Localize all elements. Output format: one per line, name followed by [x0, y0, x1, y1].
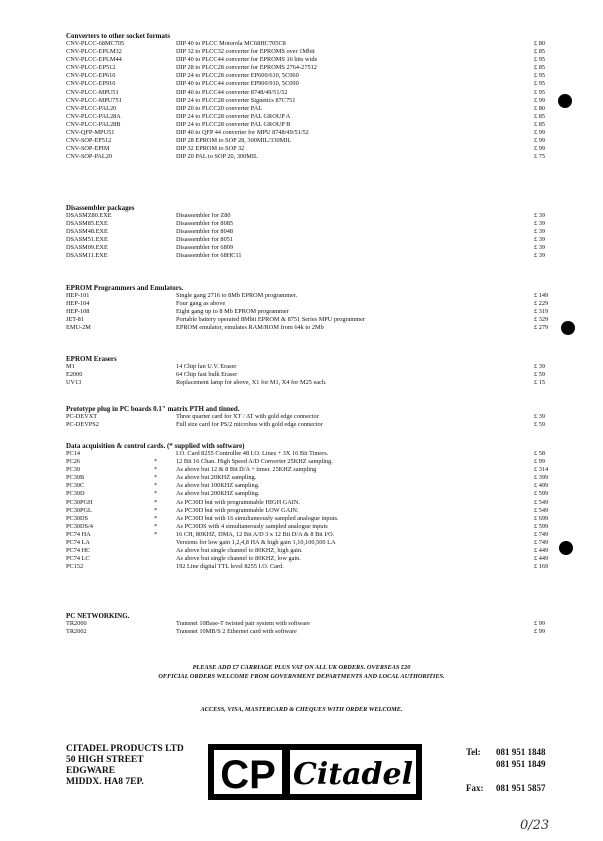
table-row [66, 324, 586, 332]
product-code: PC26 [66, 458, 80, 466]
table-row [66, 539, 586, 547]
product-code: PC-DEVXT [66, 413, 98, 420]
table-row [66, 499, 586, 507]
product-price: £ 85 [534, 48, 546, 56]
product-code: CNV-PLCC-PAL28B [66, 120, 121, 128]
table-row [66, 413, 586, 421]
table-row [66, 507, 586, 515]
software-marker: * [154, 458, 158, 466]
product-price: £ 59 [534, 371, 546, 379]
table-row [66, 620, 586, 628]
product-price: £ 229 [534, 300, 549, 308]
product-code: PC30PGL [66, 506, 92, 514]
punch-hole-mark [559, 541, 573, 555]
section-prototype-boards [66, 405, 586, 429]
product-code: TR2002 [66, 628, 87, 636]
product-price: £ 599 [534, 490, 549, 498]
software-marker: * [154, 530, 158, 538]
product-description: Three quarter card for XT / AT with gold edge connector [176, 413, 319, 420]
section-title: Converters to other socket formats [66, 32, 171, 40]
table-row [66, 458, 586, 466]
product-description: 64 Chip fast bulk Eraser [176, 371, 238, 379]
product-description: Transnet 10Base-T twisted pair system with software [176, 620, 310, 627]
product-price: £ 279 [534, 324, 549, 332]
product-description: I.O. Card 8255 Controller 48 I.O. Lines + 3X 16 Bit Timers. [176, 450, 329, 457]
logo-script: Citadel [292, 757, 414, 792]
product-description: DIP 20 to PLCC20 converter PAL [176, 104, 263, 112]
product-description: Disassembler for 6809 [176, 244, 234, 252]
software-marker: * [154, 474, 158, 482]
table-row [66, 450, 586, 458]
product-description: Four gang as above [176, 300, 226, 308]
product-price: £ 99 [534, 129, 546, 137]
product-code: PC30PGH [66, 498, 93, 506]
punch-hole-mark [558, 94, 572, 108]
product-price: £ 39 [534, 244, 546, 252]
product-description: As above but 20KHZ sampling. [176, 474, 257, 482]
logo-initials: CP [220, 753, 276, 797]
product-price: £ 85 [534, 112, 546, 120]
product-description: DIP 28 to PLCC28 converter for EPROMS 2764-27512 [176, 64, 317, 72]
product-price: £ 99 [534, 458, 546, 466]
product-price: £ 149 [534, 292, 549, 299]
section-title: Disassembler packages [66, 204, 135, 212]
table-row [66, 379, 586, 387]
product-description: Disassembler for 8048 [176, 228, 234, 236]
table-row [66, 371, 586, 379]
product-description: As PC30D but with 16 simultaneously sampled analogue inputs. [176, 514, 339, 522]
software-marker: * [154, 498, 158, 506]
tel-2: 081 951 1849 [496, 759, 546, 769]
product-price: £ 59 [534, 421, 546, 429]
software-marker: * [154, 506, 158, 514]
product-description: EPROM emulator, emulates RAM/ROM from 64k to 2Mb [176, 324, 324, 332]
product-description: Full size card for PS/2 microbus with gold edge connector [176, 421, 323, 429]
product-code: CNV-SOP-EPIM [66, 145, 110, 153]
product-price: £ 99 [534, 137, 546, 145]
product-price: £ 549 [534, 506, 549, 514]
table-row [66, 300, 586, 308]
product-code: PC74 HA [66, 530, 91, 538]
product-price: £ 75 [534, 153, 546, 161]
product-code: HEP-104 [66, 300, 90, 308]
product-description: DIP 40 to PLCC44 converter for EPROMS 16 bits wide [176, 56, 318, 64]
table-row [66, 220, 586, 228]
product-code: CNV-PLCC-EPLM44 [66, 56, 122, 64]
table-row [66, 292, 586, 300]
product-description: 12 Bit 16 Chan. High Speed A/D Converter 25KHZ sampling. [176, 458, 333, 466]
product-code: DSASMZ80.EXE [66, 212, 112, 219]
product-description: As above but 200KHZ sampling. [176, 490, 260, 498]
product-code: PC30C [66, 482, 85, 490]
table-row [66, 72, 586, 80]
product-price: £ 39 [534, 228, 546, 236]
software-marker: * [154, 490, 158, 498]
address-street: 50 HIGH STREET [66, 755, 144, 765]
table-row [66, 105, 586, 113]
table-row [66, 244, 586, 252]
product-code: CNV-SOP-PAL20 [66, 153, 113, 161]
table-row [66, 145, 586, 153]
product-price: £ 95 [534, 88, 546, 96]
section-eprom-erasers [66, 355, 586, 387]
table-row [66, 490, 586, 498]
address-city: MIDDX. HA8 7EP. [66, 777, 144, 787]
official-orders-note: OFFICIAL ORDERS WELCOME FROM GOVERNMENT DEPARTMENTS AND LOCAL AUTHORITIES. [158, 673, 445, 680]
fax-label: Fax: [466, 783, 484, 793]
company-address [66, 744, 184, 788]
product-price: £ 39 [534, 413, 546, 420]
product-description: Eight gang up to 8 Mb EPROM programmer [176, 308, 289, 316]
product-code: CNV-PLCC-EP610 [66, 72, 116, 80]
product-price: £ 39 [534, 236, 546, 244]
product-price: £ 85 [534, 64, 546, 72]
table-row [66, 531, 586, 539]
product-code: PC30B [66, 474, 85, 482]
product-description: DIP 24 to PLCC28 converter EP600/610, 5C060 [176, 72, 299, 80]
product-price: £ 99 [534, 628, 546, 636]
table-row [66, 40, 586, 48]
product-price: £ 99 [534, 620, 546, 627]
table-row [66, 466, 586, 474]
product-code: CNV-SOP-EP512 [66, 137, 112, 145]
product-price: £ 314 [534, 466, 549, 474]
product-price: £ 15 [534, 379, 546, 387]
section-disassemblers [66, 204, 586, 261]
product-price: £ 399 [534, 474, 549, 482]
table-row [66, 474, 586, 482]
table-row [66, 555, 586, 563]
section-eprom-programmers [66, 284, 586, 332]
tel-1: 081 951 1848 [496, 747, 546, 757]
table-row [66, 628, 586, 636]
product-price: £ 39 [534, 252, 546, 260]
product-description: Disassembler for 8051 [176, 236, 234, 244]
product-description: Disassembler for Z80 [176, 212, 231, 219]
table-row [66, 421, 586, 429]
software-marker: * [154, 482, 158, 490]
product-description: DIP 40 to PLCC44 converter 8748/49/51/52 [176, 88, 288, 96]
table-row [66, 563, 586, 571]
product-description: Portable battery operated 8Mbit EPROM & 8751 Series MPU programmer [176, 316, 366, 324]
product-price: £ 85 [534, 120, 546, 128]
product-description: Disassembler for 8085 [176, 220, 234, 228]
product-price: £ 549 [534, 498, 549, 506]
product-code: UV13 [66, 379, 82, 387]
address-town: EDGWARE [66, 766, 116, 776]
product-price: £ 99 [534, 145, 546, 153]
table-row [66, 64, 586, 72]
section-data-acquisition [66, 442, 586, 571]
table-row [66, 482, 586, 490]
product-price: £ 99 [534, 96, 546, 104]
product-code: CNV-PLCC-MPU51 [66, 88, 119, 96]
product-code: PC30DS/4 [66, 522, 93, 530]
product-code: HEP-108 [66, 308, 90, 316]
product-code: CNV-PLCC-68MC705 [66, 40, 125, 47]
table-row [66, 523, 586, 531]
table-row [66, 129, 586, 137]
product-code: M1 [66, 363, 75, 370]
product-description: As above but single channel to 80KHZ, high gain. [176, 547, 303, 555]
product-price: £ 39 [534, 220, 546, 228]
section-title: EPROM Programmers and Emulators. [66, 284, 184, 292]
product-price: £ 80 [534, 40, 546, 47]
table-row [66, 153, 586, 161]
payment-note: ACCESS, VISA, MASTERCARD & CHEQUES WITH ORDER WELCOME. [200, 706, 403, 713]
section-title: EPROM Erasers [66, 355, 117, 363]
section-pc-networking [66, 612, 586, 636]
product-description: As above but 12 & 8 Bit D/A + timer. 25KHZ sampling [176, 466, 317, 474]
section-converters [66, 32, 586, 161]
product-price: £ 599 [534, 522, 549, 530]
software-marker: * [154, 466, 158, 474]
product-code: PC30DS [66, 514, 89, 522]
product-code: DSASM48.EXE [66, 228, 108, 236]
table-row [66, 515, 586, 523]
company-name: CITADEL PRODUCTS LTD [66, 744, 184, 754]
product-description: DIP 24 to PLCC28 converter Signetics 87C751 [176, 96, 296, 104]
product-code: JET-81 [66, 316, 84, 324]
product-description: DIP 28 EPROM to SOP 28, 300MIL/330MIL [176, 137, 292, 145]
table-row [66, 547, 586, 555]
product-description: 192 Line digital TTL level 8255 I.O. Card. [176, 563, 284, 571]
product-description: DIP 24 to PLCC28 converter PAL GROUP A [176, 112, 291, 120]
product-description: Single gang 2716 to 8Mb EPROM programmer. [176, 292, 298, 299]
product-price: £ 499 [534, 482, 549, 490]
product-description: 16 CH, 80KHZ, DMA, 12 Bit A/D 3 x 12 Bit D/A & 8 Bit I/O. [176, 530, 335, 538]
software-marker: * [154, 522, 158, 530]
product-price: £ 449 [534, 555, 549, 563]
product-price: £ 449 [534, 547, 549, 555]
product-code: PC74 HC [66, 547, 91, 555]
table-row [66, 228, 586, 236]
table-row [66, 212, 586, 220]
product-price: £ 169 [534, 563, 549, 571]
tel-label: Tel: [466, 747, 481, 757]
product-code: PC30D [66, 490, 85, 498]
product-price: £ 749 [534, 530, 549, 538]
table-row [66, 363, 586, 371]
product-code: CNV-QFP-MPU51 [66, 129, 115, 137]
table-row [66, 236, 586, 244]
product-description: DIP 32 to PLCC32 converter for EPROMS over 1Mbit [176, 48, 315, 56]
product-description: Versions for low gain 1,2,4,8 HA & high gain 1,10,100,500 LA [176, 539, 336, 547]
table-row [66, 80, 586, 88]
product-code: CNV-PLCC-PAL28A [66, 112, 121, 120]
table-row [66, 48, 586, 56]
product-code: PC14 [66, 450, 80, 457]
product-description: DIP 24 to PLCC28 converter PAL GROUP B [176, 120, 291, 128]
product-price: £ 699 [534, 514, 549, 522]
table-row [66, 137, 586, 145]
punch-hole-mark [561, 321, 575, 335]
product-code: TR2000 [66, 620, 87, 627]
citadel-logo [208, 744, 422, 800]
table-row [66, 121, 586, 129]
product-description: 14 Chip fan U.V. Eraser [176, 363, 237, 370]
product-code: HEP-101 [66, 292, 90, 299]
product-price: £ 95 [534, 56, 546, 64]
product-description: As PC30DS with 4 simultaneously sampled analogue inputs [176, 522, 328, 530]
product-description: Transnet 10MB/S 2 Ethernet card with software [176, 628, 297, 636]
product-description: DIP 40 to PLCC Motorola MC68HC705C8 [176, 40, 286, 47]
product-code: PC30 [66, 466, 80, 474]
product-code: DSASM11.EXE [66, 252, 108, 260]
product-code: EMU-2M [66, 324, 91, 332]
carriage-note: PLEASE ADD £7 CARRIAGE PLUS VAT ON ALL UK ORDERS. OVERSEAS £20 [192, 664, 411, 671]
product-price: £ 749 [534, 539, 549, 547]
product-description: As above but 100KHZ sampling. [176, 482, 260, 490]
product-code: CNV-PLCC-EP512 [66, 64, 116, 72]
table-row [66, 316, 586, 324]
product-code: PC74 LA [66, 539, 90, 547]
product-code: DSASM09.EXE [66, 244, 108, 252]
product-price: £ 95 [534, 80, 546, 88]
software-marker: * [154, 514, 158, 522]
product-code: CNV-PLCC-PAL20 [66, 104, 117, 112]
product-code: PC152 [66, 563, 84, 571]
handwritten-page-mark: 0/23 [520, 818, 550, 833]
product-code: DSASM51.EXE [66, 236, 108, 244]
product-description: As PC30D but with programmable LOW GAIN. [176, 506, 299, 514]
product-price: £ 80 [534, 104, 546, 112]
fax-number: 081 951 5857 [496, 783, 546, 793]
product-code: CNV-PLCC-MPU751 [66, 96, 122, 104]
product-price: £ 58 [534, 450, 546, 457]
product-description: DIP 32 EPROM to SOP 32 [176, 145, 245, 153]
table-row [66, 89, 586, 97]
product-code: PC-DEVPS2 [66, 421, 99, 429]
product-description: DIP 40 to QFP 44 converter for MPU 8748/49/51/52 [176, 129, 309, 137]
table-row [66, 97, 586, 105]
product-code: DSASM85.EXE [66, 220, 108, 228]
table-row [66, 308, 586, 316]
table-row [66, 252, 586, 260]
table-row [66, 113, 586, 121]
contact-block [466, 746, 546, 794]
product-code: E2000 [66, 371, 83, 379]
product-description: Replacement lamp for above, X1 for M1, X4 for M25 each. [176, 379, 327, 387]
product-description: DIP 40 to PLCC44 converter EP900/910, 5C090 [176, 80, 299, 88]
product-description: As above but single channel to 80KHZ, low gain. [176, 555, 301, 563]
product-code: CNV-PLCC-EP910 [66, 80, 116, 88]
product-description: DIP 20 PAL to SOP 20, 300MIL [176, 153, 258, 161]
product-price: £ 39 [534, 363, 546, 370]
product-price: £ 329 [534, 316, 549, 324]
section-title: Data acquisition & control cards. (* supplied with software) [66, 442, 245, 450]
product-code: CNV-PLCC-EPLM32 [66, 48, 122, 56]
section-title: Prototype plug in PC boards 0.1" matrix PTH and tinned. [66, 405, 240, 413]
product-code: PC74 LC [66, 555, 90, 563]
product-price: £ 39 [534, 212, 546, 219]
product-description: Disassembler for 68HC11 [176, 252, 242, 260]
section-title: PC NETWORKING. [66, 612, 130, 620]
product-price: £ 95 [534, 72, 546, 80]
table-row [66, 56, 586, 64]
product-description: As PC30D but with programmable HIGH GAIN. [176, 498, 301, 506]
product-price: £ 319 [534, 308, 549, 316]
